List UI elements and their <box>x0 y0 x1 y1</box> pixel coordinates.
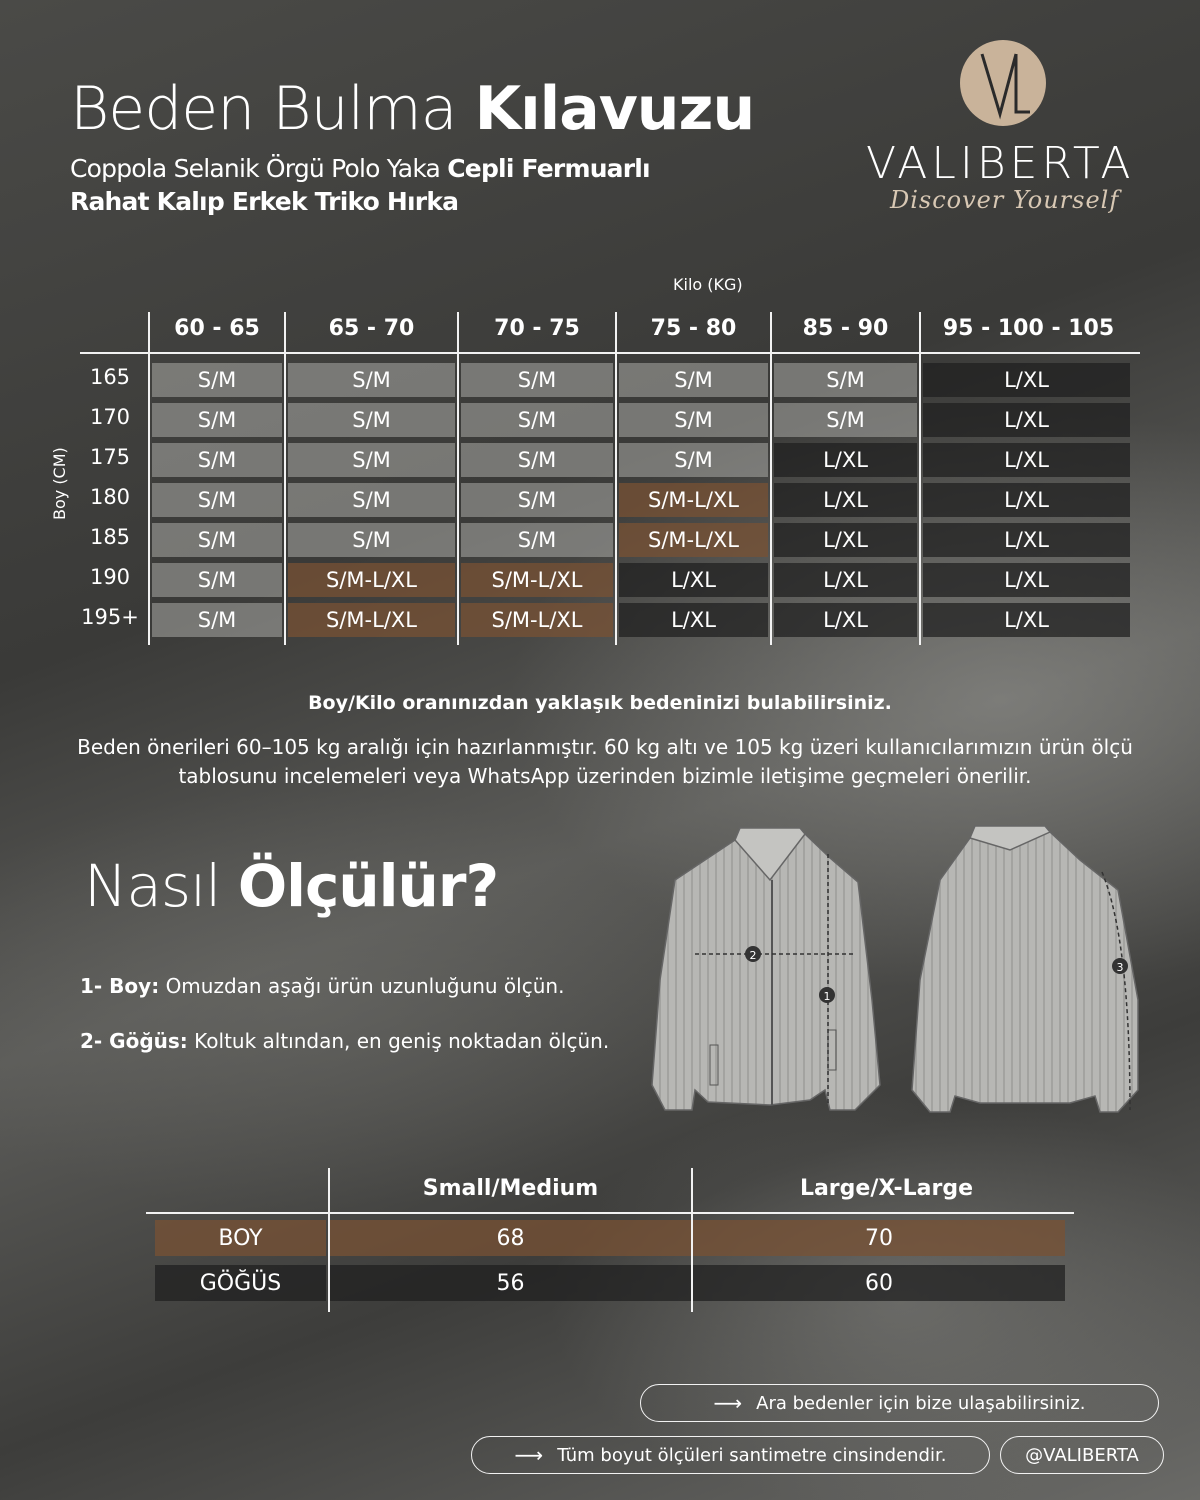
size-cell: S/M-L/XL <box>288 563 455 597</box>
size-cell: S/M <box>461 363 613 397</box>
size-cell: L/XL <box>774 603 917 637</box>
weight-column-header: 75 - 80 <box>650 316 737 341</box>
size-cell: S/M <box>619 363 768 397</box>
arrow-right-icon: ⟶ <box>713 1391 743 1415</box>
size-cell: L/XL <box>923 443 1130 477</box>
brand-name: VALIBERTA <box>866 138 1135 189</box>
product-subtitle: Coppola Selanik Örgü Polo Yaka Cepli Fermuarlı Rahat Kalıp Erkek Triko Hırka <box>70 154 650 216</box>
size-cell: S/M <box>288 523 455 557</box>
size-hint: Boy/Kilo oranınızdan yaklaşık bedeninizi bulabilirsiniz. <box>308 692 892 714</box>
table-header-divider <box>80 352 1140 354</box>
marker-length <box>819 987 835 1003</box>
size-cell: S/M-L/XL <box>619 523 768 557</box>
weight-column-header: 85 - 90 <box>802 316 889 341</box>
size-cell: L/XL <box>774 563 917 597</box>
height-row-header: 170 <box>89 405 131 429</box>
size-cell: L/XL <box>619 603 768 637</box>
brand-monogram-logo <box>960 40 1046 126</box>
units-pill-label: Tüm boyut ölçüleri santimetre cinsindendir. <box>557 1444 947 1466</box>
measure-cell: 70 <box>693 1220 1065 1256</box>
height-row-header: 185 <box>89 525 131 549</box>
size-cell: S/M-L/XL <box>461 563 613 597</box>
measure-cell: 56 <box>330 1265 691 1301</box>
svg-text:3: 3 <box>1116 961 1124 974</box>
size-cell: L/XL <box>774 483 917 517</box>
size-cell: S/M <box>288 403 455 437</box>
height-row-header: 175 <box>89 445 131 469</box>
contact-pill[interactable] <box>640 1384 1159 1422</box>
height-row-header: 180 <box>89 485 131 509</box>
size-cell: L/XL <box>774 523 917 557</box>
column-divider <box>457 312 459 645</box>
size-cell: S/M <box>152 363 282 397</box>
size-cell: S/M <box>152 603 282 637</box>
size-cell: S/M <box>461 403 613 437</box>
measure-cell: 60 <box>693 1265 1065 1301</box>
size-cell: S/M <box>619 443 768 477</box>
height-axis-label: Boy (CM) <box>50 447 69 520</box>
measure-col-header-lxl: Large/X-Large <box>799 1176 974 1201</box>
contact-pill-label: Ara bedenler için bize ulaşabilirsiniz. <box>756 1392 1086 1414</box>
measure-cell: 68 <box>330 1220 691 1256</box>
column-divider <box>148 312 150 645</box>
svg-text:2: 2 <box>749 949 757 962</box>
marker-sleeve <box>1112 958 1128 974</box>
instagram-handle-label: @VALIBERTA <box>1025 1444 1139 1466</box>
arrow-right-icon: ⟶ <box>514 1443 544 1467</box>
size-cell: S/M <box>461 483 613 517</box>
size-cell: L/XL <box>619 563 768 597</box>
size-cell: S/M <box>152 443 282 477</box>
weight-column-header: 95 - 100 - 105 <box>942 316 1115 341</box>
size-cell: L/XL <box>774 443 917 477</box>
size-cell: S/M <box>288 483 455 517</box>
units-pill <box>471 1436 990 1474</box>
size-cell: S/M <box>152 523 282 557</box>
weight-column-header: 70 - 75 <box>494 316 580 341</box>
measure-table-header-divider <box>146 1212 1074 1214</box>
column-divider <box>284 312 286 645</box>
measure-row-label: GÖĞÜS <box>155 1265 326 1301</box>
marker-chest <box>745 946 761 962</box>
size-cell: S/M-L/XL <box>288 603 455 637</box>
column-divider <box>919 312 921 645</box>
size-cell: S/M <box>152 483 282 517</box>
weight-column-header: 60 - 65 <box>174 316 260 341</box>
size-cell: L/XL <box>923 563 1130 597</box>
height-row-header: 165 <box>89 365 131 389</box>
svg-text:1: 1 <box>823 990 831 1003</box>
size-cell: S/M <box>288 443 455 477</box>
size-cell: S/M <box>461 443 613 477</box>
size-cell: L/XL <box>923 603 1130 637</box>
size-cell: S/M <box>619 403 768 437</box>
instagram-handle-pill[interactable] <box>1000 1436 1164 1474</box>
size-cell: L/XL <box>923 483 1130 517</box>
measure-row-label: BOY <box>155 1220 326 1256</box>
size-cell: S/M <box>774 363 917 397</box>
cardigan-back-drawing <box>912 826 1138 1112</box>
column-divider <box>615 312 617 645</box>
measure-step-length: 1- Boy: Omuzdan aşağı ürün uzunluğunu ölçün. <box>80 974 565 998</box>
measure-col-header-sm: Small/Medium <box>422 1176 599 1201</box>
size-disclaimer: Beden önerileri 60–105 kg aralığı için hazırlanmıştır. 60 kg altı ve 105 kg üzeri kullanıcılarımızın ürün ölçü tablosunu incelemeleri veya WhatsApp üzerinden bizimle iletişime geçmeleri önerilir. <box>77 735 1133 788</box>
weight-axis-label: Kilo (KG) <box>673 275 743 294</box>
page-title: Beden Bulma Kılavuzu <box>70 74 755 144</box>
size-cell: S/M <box>461 523 613 557</box>
size-cell: L/XL <box>923 403 1130 437</box>
size-cell: L/XL <box>923 523 1130 557</box>
measure-step-chest: 2- Göğüs: Koltuk altından, en geniş noktadan ölçün. <box>80 1029 610 1053</box>
height-row-header: 195+ <box>81 605 139 629</box>
cardigan-front-drawing <box>652 828 880 1110</box>
weight-column-header: 65 - 70 <box>328 316 415 341</box>
size-cell: S/M-L/XL <box>461 603 613 637</box>
size-cell: S/M <box>288 363 455 397</box>
cardigan-measure-illustration <box>640 820 1150 1125</box>
size-cell: S/M <box>152 403 282 437</box>
size-cell: S/M <box>152 563 282 597</box>
size-cell: L/XL <box>923 363 1130 397</box>
size-cell: S/M-L/XL <box>619 483 768 517</box>
measure-title: Nasıl Ölçülür? <box>84 852 499 920</box>
size-cell: S/M <box>774 403 917 437</box>
column-divider <box>770 312 772 645</box>
brand-slogan: Discover Yourself <box>890 186 1120 214</box>
height-row-header: 190 <box>89 565 131 589</box>
